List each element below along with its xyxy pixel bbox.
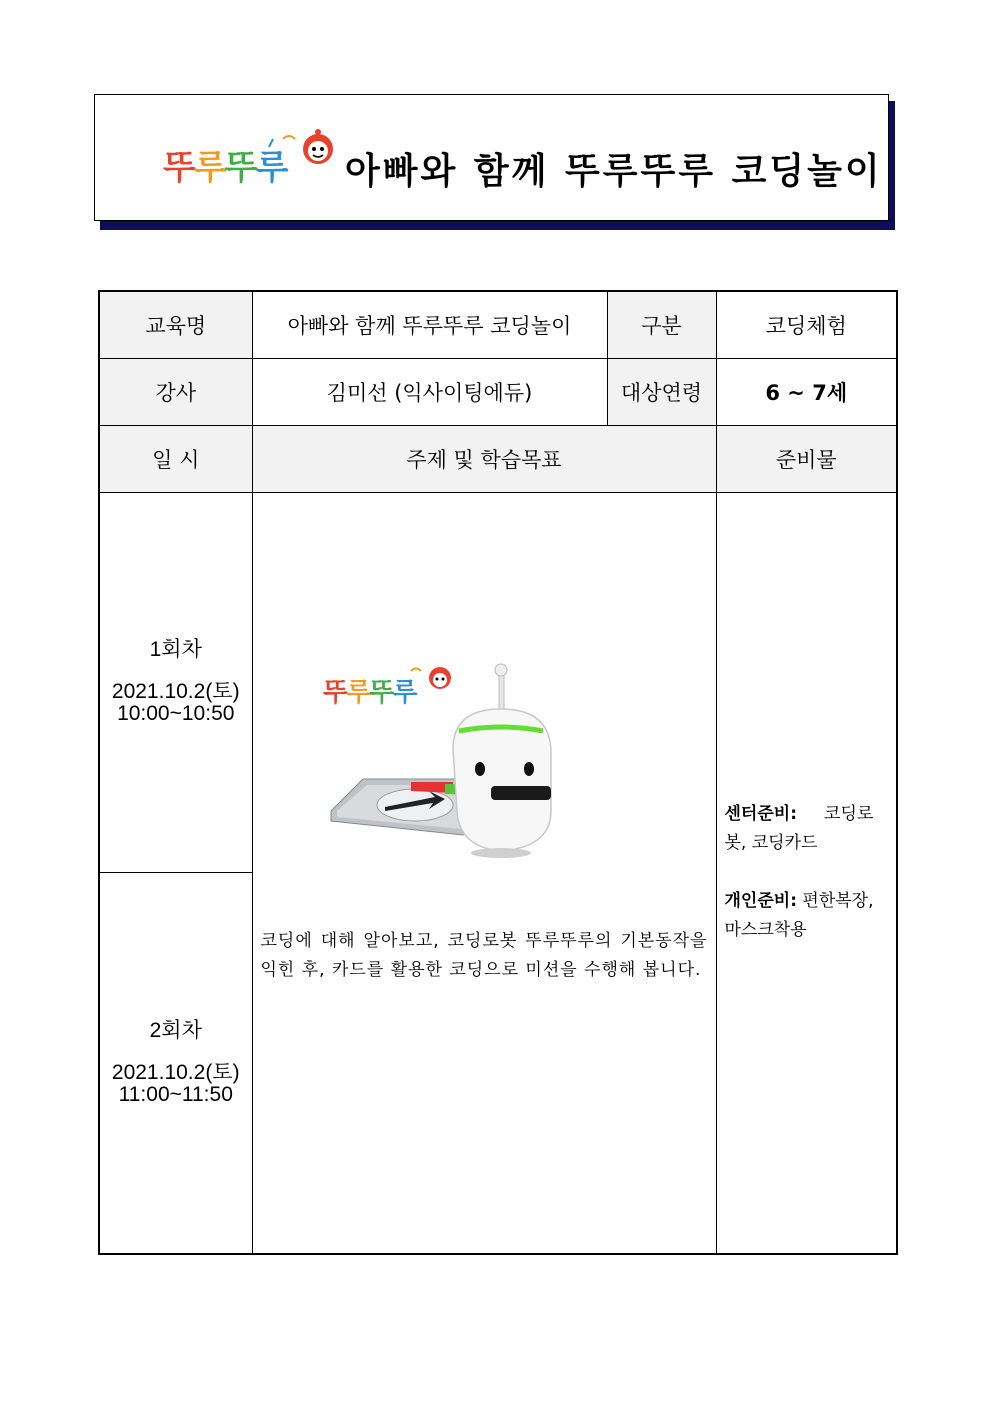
- learning-objective-text: 코딩에 대해 알아보고, 코딩로봇 뚜루뚜루의 기본동작을 익힌 후, 카드를 활용한 코딩으로 미션을 수행해 봅니다.: [260, 930, 708, 980]
- robot-image: [323, 661, 613, 869]
- page-title: 아빠와 함께 뚜루뚜루 코딩놀이: [345, 151, 883, 192]
- target-age: 6 ~ 7세: [716, 358, 897, 425]
- session-name: 2회차: [149, 1018, 202, 1042]
- label-target-age: 대상연령: [607, 358, 716, 425]
- table-row: [99, 492, 897, 873]
- table-row: [99, 291, 897, 358]
- materials-cell: [716, 492, 897, 1254]
- label-type: 구분: [607, 291, 716, 358]
- label-instructor: 강사: [99, 358, 252, 425]
- instructor-name: 김미선 (익사이팅에듀): [252, 358, 607, 425]
- table-row: [99, 425, 897, 492]
- center-materials-label: 센터준비:: [724, 804, 797, 824]
- label-topic: 주제 및 학습목표: [252, 425, 716, 492]
- center-materials-items: 코딩로봇, 코딩카드: [724, 804, 874, 853]
- session-date: 2021.10.2(토): [111, 1060, 240, 1084]
- title-banner: [94, 94, 889, 221]
- topic-content-cell: [252, 492, 716, 1254]
- session-date: 2021.10.2(토): [111, 680, 240, 704]
- session-time: 10:00~10:50: [117, 702, 235, 726]
- session-1-cell: [99, 492, 252, 873]
- session-2-cell: [99, 873, 252, 1254]
- label-materials: 준비물: [716, 425, 897, 492]
- course-info-table: [98, 290, 898, 1255]
- course-type: 코딩체험: [716, 291, 897, 358]
- label-course-name: 교육명: [99, 291, 252, 358]
- personal-materials: [725, 887, 889, 945]
- session-time: 11:00~11:50: [118, 1082, 233, 1106]
- svg-text:뚜루뚜루: 뚜루뚜루: [322, 677, 415, 708]
- svg-text:뚜루뚜루: 뚜루뚜루: [163, 148, 287, 188]
- session-name: 1회차: [149, 638, 202, 662]
- ddurudduru-logo: [163, 127, 338, 193]
- personal-materials-label: 개인준비:: [724, 891, 797, 911]
- center-materials: [725, 800, 889, 858]
- table-row: [99, 358, 897, 425]
- personal-materials-items: 편한복장, 마스크착용: [724, 891, 874, 940]
- label-datetime: 일 시: [99, 425, 252, 492]
- course-name: 아빠와 함께 뚜루뚜루 코딩놀이: [252, 291, 607, 358]
